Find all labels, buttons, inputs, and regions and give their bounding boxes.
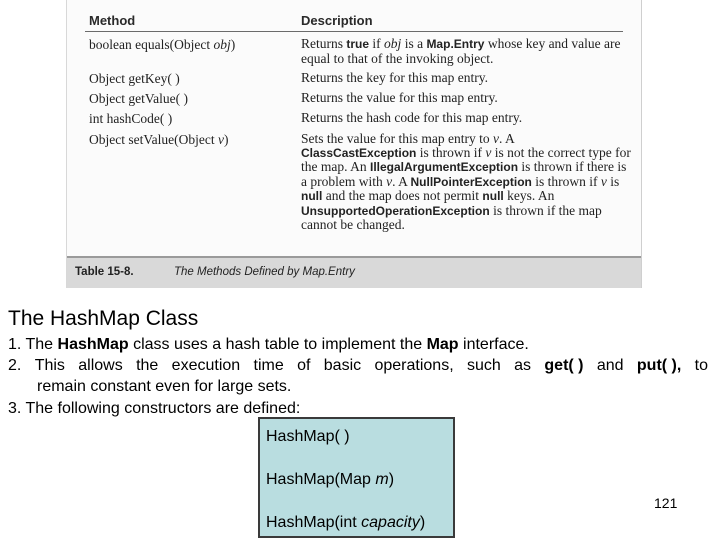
desc-getkey: Returns the key for this map entry. bbox=[301, 70, 488, 85]
constructor-default: HashMap( ) bbox=[266, 428, 350, 445]
table-header-rule bbox=[85, 31, 623, 32]
constructor-map: HashMap(Map m) bbox=[266, 471, 395, 488]
method-hashcode: int hashCode( ) bbox=[89, 111, 173, 126]
desc-setvalue: Sets the value for this map entry to v. A ClassCastException is thrown if v is not the correct type for the map. An IllegalArgumentException is thrown if there is a problem with v. A NullPointerException is thrown if v is null and the map does not permit null keys. An UnsupportedOperationException is thrown if the map cannot be changed. bbox=[301, 131, 631, 232]
methods-table-image bbox=[66, 0, 642, 288]
desc-equals: Returns true if obj is a Map.Entry whose key and value are equal to that of the invoking object. bbox=[301, 36, 621, 66]
constructors-box bbox=[258, 417, 455, 538]
method-setvalue: Object setValue(Object v) bbox=[89, 132, 229, 147]
table-header-method: Method bbox=[89, 13, 136, 28]
table-header-description: Description bbox=[301, 13, 373, 28]
page-number: 121 bbox=[654, 495, 678, 511]
page-title: The HashMap Class bbox=[8, 307, 199, 330]
point-2-continued: remain constant even for large sets. bbox=[37, 378, 292, 395]
point-3: 3. The following constructors are defined: bbox=[8, 400, 301, 417]
point-2: 2. This allows the execution time of basic operations, such as get( ) and put( ), to bbox=[8, 357, 708, 374]
table-caption-number: Table 15-8. bbox=[75, 266, 134, 278]
method-getvalue: Object getValue( ) bbox=[89, 91, 188, 106]
method-equals: boolean equals(Object obj) bbox=[89, 37, 236, 52]
table-caption-text: The Methods Defined by Map.Entry bbox=[174, 266, 355, 278]
table-caption bbox=[67, 256, 641, 288]
desc-getvalue: Returns the value for this map entry. bbox=[301, 90, 498, 105]
method-getkey: Object getKey( ) bbox=[89, 71, 180, 86]
constructor-capacity: HashMap(int capacity) bbox=[266, 514, 426, 531]
desc-hashcode: Returns the hash code for this map entry. bbox=[301, 110, 523, 125]
point-1: 1. The HashMap class uses a hash table to implement the Map interface. bbox=[8, 336, 529, 353]
